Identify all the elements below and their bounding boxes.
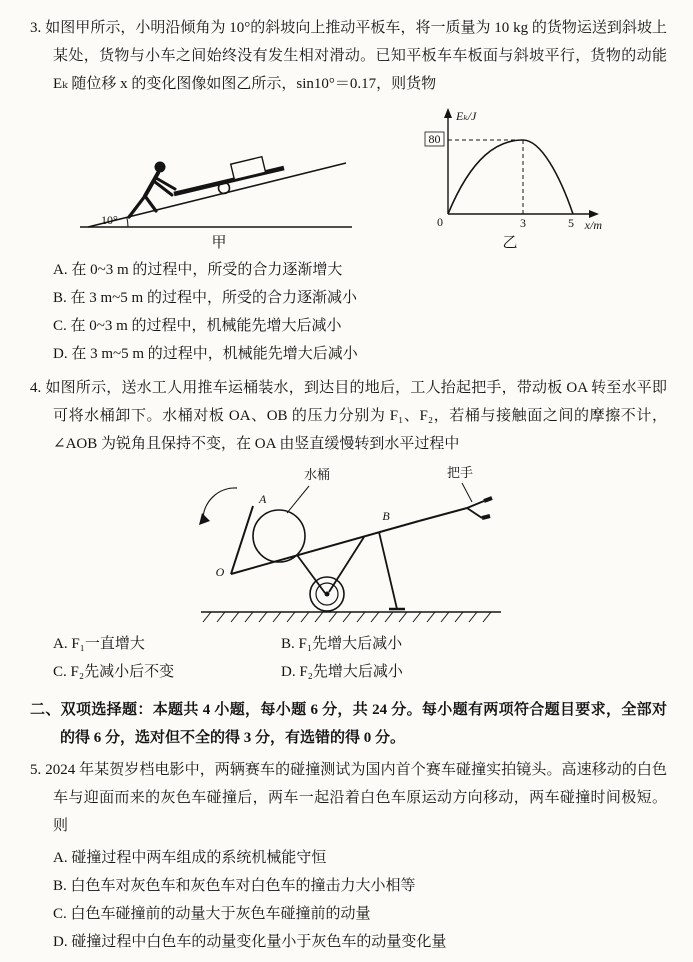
handle-label: 把手: [446, 465, 473, 480]
question-4-option-d: D. F₂先增大后减小: [281, 664, 403, 680]
question-3-options: [30, 256, 667, 368]
question-5-text: 2024 年某贺岁档电影中，两辆赛车的碰撞测试为国内首个赛车碰撞实拍镜头。高速移动的白色车与迎面而来的灰色车碰撞后，两车一起沿着白色车原运动方向移动，两车碰撞时间极短。则: [45, 762, 667, 834]
question-5-option-c: C. 白色车碰撞前的动量大于灰色车碰撞前的动量: [53, 906, 371, 922]
question-3-option-d: D. 在 3 m~5 m 的过程中，机械能先增大后减小: [53, 346, 358, 362]
point-b-label: B: [381, 509, 390, 523]
question-5-option-a: A. 碰撞过程中两车组成的系统机械能守恒: [53, 850, 327, 866]
handle-grip: [484, 498, 492, 501]
energy-curve: [448, 140, 573, 214]
question-3-option-c: C. 在 0~3 m 的过程中，机械能先增大后减小: [53, 318, 342, 334]
handle-grip-2: [482, 516, 490, 518]
person-head: [155, 162, 166, 173]
x-axis-label: x/m: [584, 218, 602, 232]
person-pushing: [129, 162, 175, 218]
question-4-option-b: B. F₁先增大后减小: [281, 636, 403, 652]
question-3-stem: [30, 14, 667, 98]
rotation-arrowhead: [199, 513, 210, 525]
ytick-80: 80: [428, 132, 441, 146]
question-4-number: 4.: [30, 380, 42, 396]
question-4-options: [30, 630, 667, 686]
question-4: [30, 374, 667, 686]
x-axis-arrow: [589, 210, 599, 218]
question-3-figures: [74, 102, 667, 252]
wheelbarrow-diagram: [179, 462, 519, 628]
question-5-option-b: B. 白色车对灰色车和灰色车对白色车的撞击力大小相等: [53, 878, 416, 894]
question-4-figure: [30, 462, 667, 628]
kinetic-energy-graph: [410, 102, 610, 232]
water-bucket: [253, 510, 305, 562]
goods-box: [231, 157, 266, 180]
rotation-arrow: [202, 488, 236, 520]
question-4-option-a: A. F₁一直增大: [53, 636, 145, 652]
angle-label: 10°: [101, 213, 118, 227]
origin-label: 0: [437, 215, 443, 229]
ground-hatching: [203, 612, 491, 622]
question-4-option-c: C. F₂先减小后不变: [53, 664, 175, 680]
question-5: [30, 756, 667, 956]
question-4-stem: [30, 374, 667, 458]
bucket-label: 水桶: [303, 467, 330, 482]
y-axis-label: Eₖ/J: [456, 109, 477, 123]
section-2-header: 二、双项选择题：本题共 4 小题，每小题 6 分，共 24 分。每小题有两项符合题目要求，全部对的得 6 分，选对但不全的得 3 分，有选错的得 0 分。: [30, 702, 667, 746]
point-a-label: A: [258, 492, 266, 506]
question-3-option-a: A. 在 0~3 m 的过程中，所受的合力逐渐增大: [53, 262, 343, 278]
question-3-number: 3.: [30, 20, 42, 36]
question-5-options: [30, 844, 667, 956]
incline-cart-diagram: [74, 127, 364, 232]
y-axis-arrow: [444, 108, 452, 118]
question-3-option-b: B. 在 3 m~5 m 的过程中，所受的合力逐渐减小: [53, 290, 357, 306]
plate-oa: [231, 506, 253, 574]
question-5-number: 5.: [30, 762, 42, 778]
question-3-text: 如图甲所示，小明沿倾角为 10°的斜坡向上推动平板车，将一质量为 10 kg 的货物运送到斜坡上某处，货物与小车之间始终没有发生相对滑动。已知平板车车板面与斜坡平行，货物的动能 Eₖ 随位移 x 的变化图像如图乙所示，sin10°＝0.17，则货物: [45, 20, 667, 92]
figure-yi-caption: 乙: [502, 235, 518, 251]
point-o-label: O: [215, 565, 224, 579]
figure-jia: [74, 127, 364, 252]
question-5-stem: [30, 756, 667, 840]
support-leg: [379, 532, 397, 609]
xtick-5: 5: [568, 216, 574, 230]
xtick-3: 3: [520, 216, 526, 230]
figure-yi: [410, 102, 610, 252]
question-3: [30, 14, 667, 368]
question-4-text: 如图所示，送水工人用推车运桶装水，到达目的地后，工人抬起把手，带动板 OA 转至水平即可将水桶卸下。水桶对板 OA、OB 的压力分别为 F₁、F₂，若桶与接触面之间的摩擦不计，∠AOB 为锐角且保持不变，在 OA 由竖直缓慢转到水平过程中: [45, 380, 667, 452]
figure-jia-caption: 甲: [211, 235, 227, 251]
plate-ob: [231, 521, 419, 574]
question-5-option-d: D. 碰撞过程中白色车的动量变化量小于灰色车的动量变化量: [53, 934, 447, 950]
